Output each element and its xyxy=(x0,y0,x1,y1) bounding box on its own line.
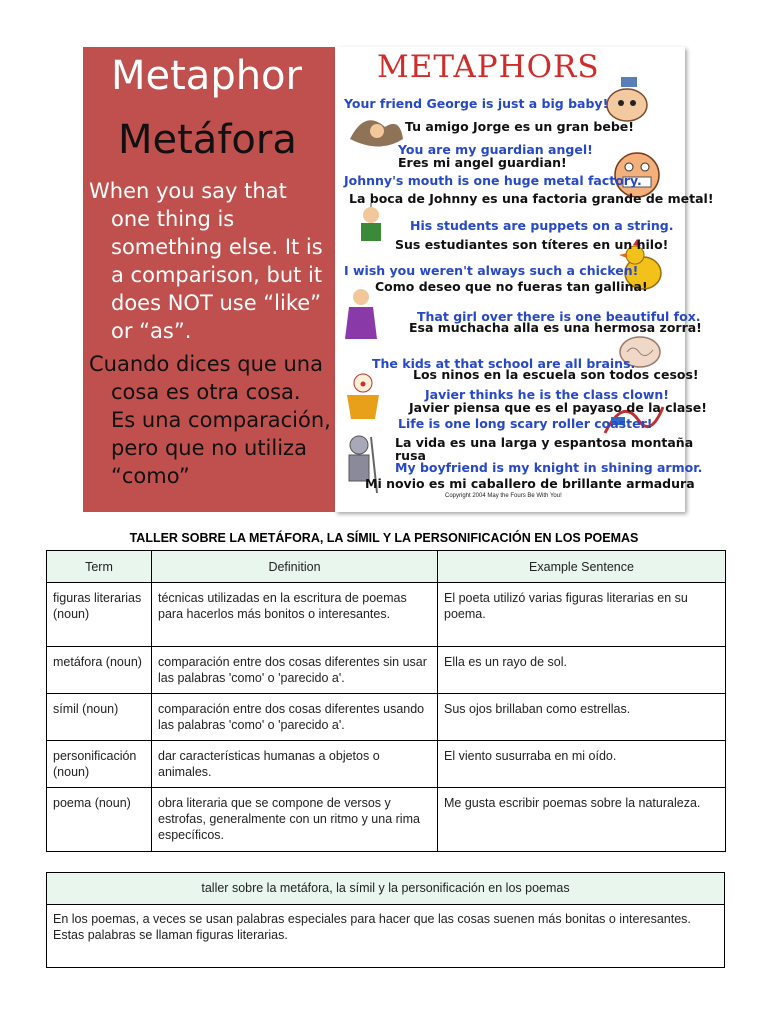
example-cell: Ella es un rayo de sol. xyxy=(438,647,726,694)
poster-line: The kids at that school are all brains. xyxy=(372,356,636,371)
definition-english: When you say that one thing is something else. It is a comparison, but it does NOT use “like” or “as”. xyxy=(89,179,323,343)
poster-line: Eres mi angel guardian! xyxy=(398,155,567,170)
table-header-row xyxy=(47,551,726,583)
table-row xyxy=(47,694,726,741)
poster-line: Your friend George is just a big baby! xyxy=(344,96,609,111)
metaphor-definition-panel xyxy=(83,47,335,512)
poster-line: Javier piensa que es el payaso de la clase! xyxy=(409,400,707,415)
column-header-definition: Definition xyxy=(152,551,438,583)
poster-line: Life is one long scary roller coaster! xyxy=(398,416,653,431)
intro-body-text: En los poemas, a veces se usan palabras especiales para hacer que las cosas suenen más bonitas o interesantes. Estas palabras se llaman figuras literarias. xyxy=(47,905,725,968)
vocabulary-table xyxy=(46,550,726,852)
table-row xyxy=(47,647,726,694)
definition-spanish: Cuando dices que una cosa es otra cosa. Es una comparación, pero que no utiliza “como” xyxy=(89,352,331,488)
term-cell: personificación (noun) xyxy=(47,741,152,788)
definition-cell: dar características humanas a objetos o animales. xyxy=(152,741,438,788)
poster-line: Tu amigo Jorge es un gran bebe! xyxy=(405,119,634,134)
poster-line: Johnny's mouth is one huge metal factory. xyxy=(344,173,642,188)
clown-cartoon-icon xyxy=(341,369,385,423)
definition-cell: técnicas utilizadas en la escritura de poemas para hacerlos más bonitos o interesantes. xyxy=(152,583,438,647)
worksheet-heading: TALLER SOBRE LA METÁFORA, LA SÍMIL Y LA PERSONIFICACIÓN EN LOS POEMAS xyxy=(129,531,639,545)
poster-line: Los ninos en la escuela son todos cesos! xyxy=(413,367,699,382)
poster-line: His students are puppets on a string. xyxy=(410,218,674,233)
example-cell: Me gusta escribir poemas sobre la naturaleza. xyxy=(438,788,726,852)
table-row xyxy=(47,583,726,647)
column-header-term: Term xyxy=(47,551,152,583)
poster-line: La boca de Johnny es una factoria grande de metal! xyxy=(349,191,714,206)
intro-header: taller sobre la metáfora, la símil y la personificación en los poemas xyxy=(47,873,725,905)
term-cell: poema (noun) xyxy=(47,788,152,852)
poster-line: That girl over there is one beautiful fox. xyxy=(417,309,701,324)
poster-line: My boyfriend is my knight in shining armor. xyxy=(395,460,703,475)
title-english: Metaphor xyxy=(111,53,302,99)
column-header-example: Example Sentence xyxy=(438,551,726,583)
metaphors-poster xyxy=(335,47,714,512)
puppet-cartoon-icon xyxy=(349,203,393,251)
intro-body-row xyxy=(47,905,725,968)
term-cell: metáfora (noun) xyxy=(47,647,152,694)
title-spanish: Metáfora xyxy=(118,117,297,163)
poster-line: Mi novio es mi caballero de brillante armadura xyxy=(365,476,695,491)
poster-copyright: Copyright 2004 May the Fours Be With You! xyxy=(445,493,562,499)
intro-table xyxy=(46,872,725,968)
example-cell: El poeta utilizó varias figuras literarias en su poema. xyxy=(438,583,726,647)
angel-cartoon-icon xyxy=(345,109,405,159)
intro-header-row xyxy=(47,873,725,905)
term-cell: símil (noun) xyxy=(47,694,152,741)
poster-title: METAPHORS xyxy=(377,49,600,85)
term-cell: figuras literarias (noun) xyxy=(47,583,152,647)
example-cell: El viento susurraba en mi oído. xyxy=(438,741,726,788)
example-cell: Sus ojos brillaban como estrellas. xyxy=(438,694,726,741)
poster-line: Sus estudiantes son títeres en un hilo! xyxy=(395,237,669,252)
definition-cell: comparación entre dos cosas diferentes usando las palabras 'como' o 'parecido a'. xyxy=(152,694,438,741)
poster-line: Como deseo que no fueras tan gallina! xyxy=(375,279,648,294)
poster-line: Javier thinks he is the class clown! xyxy=(425,387,669,402)
definition-cell: obra literaria que se compone de versos y estrofas, generalmente con un ritmo y una rima específicos. xyxy=(152,788,438,852)
table-row xyxy=(47,788,726,852)
definition-cell: comparación entre dos cosas diferentes sin usar las palabras 'como' o 'parecido a'. xyxy=(152,647,438,694)
poster-line: La vida es una larga y espantosa montaña xyxy=(395,435,694,450)
table-row xyxy=(47,741,726,788)
metaphor-slide-image xyxy=(83,47,714,512)
poster-line: rusa xyxy=(395,448,426,463)
poster-line: You are my guardian angel! xyxy=(398,142,593,157)
poster-line: I wish you weren't always such a chicken! xyxy=(344,263,639,278)
poster-line: Esa muchacha alla es una hermosa zorra! xyxy=(409,320,702,335)
